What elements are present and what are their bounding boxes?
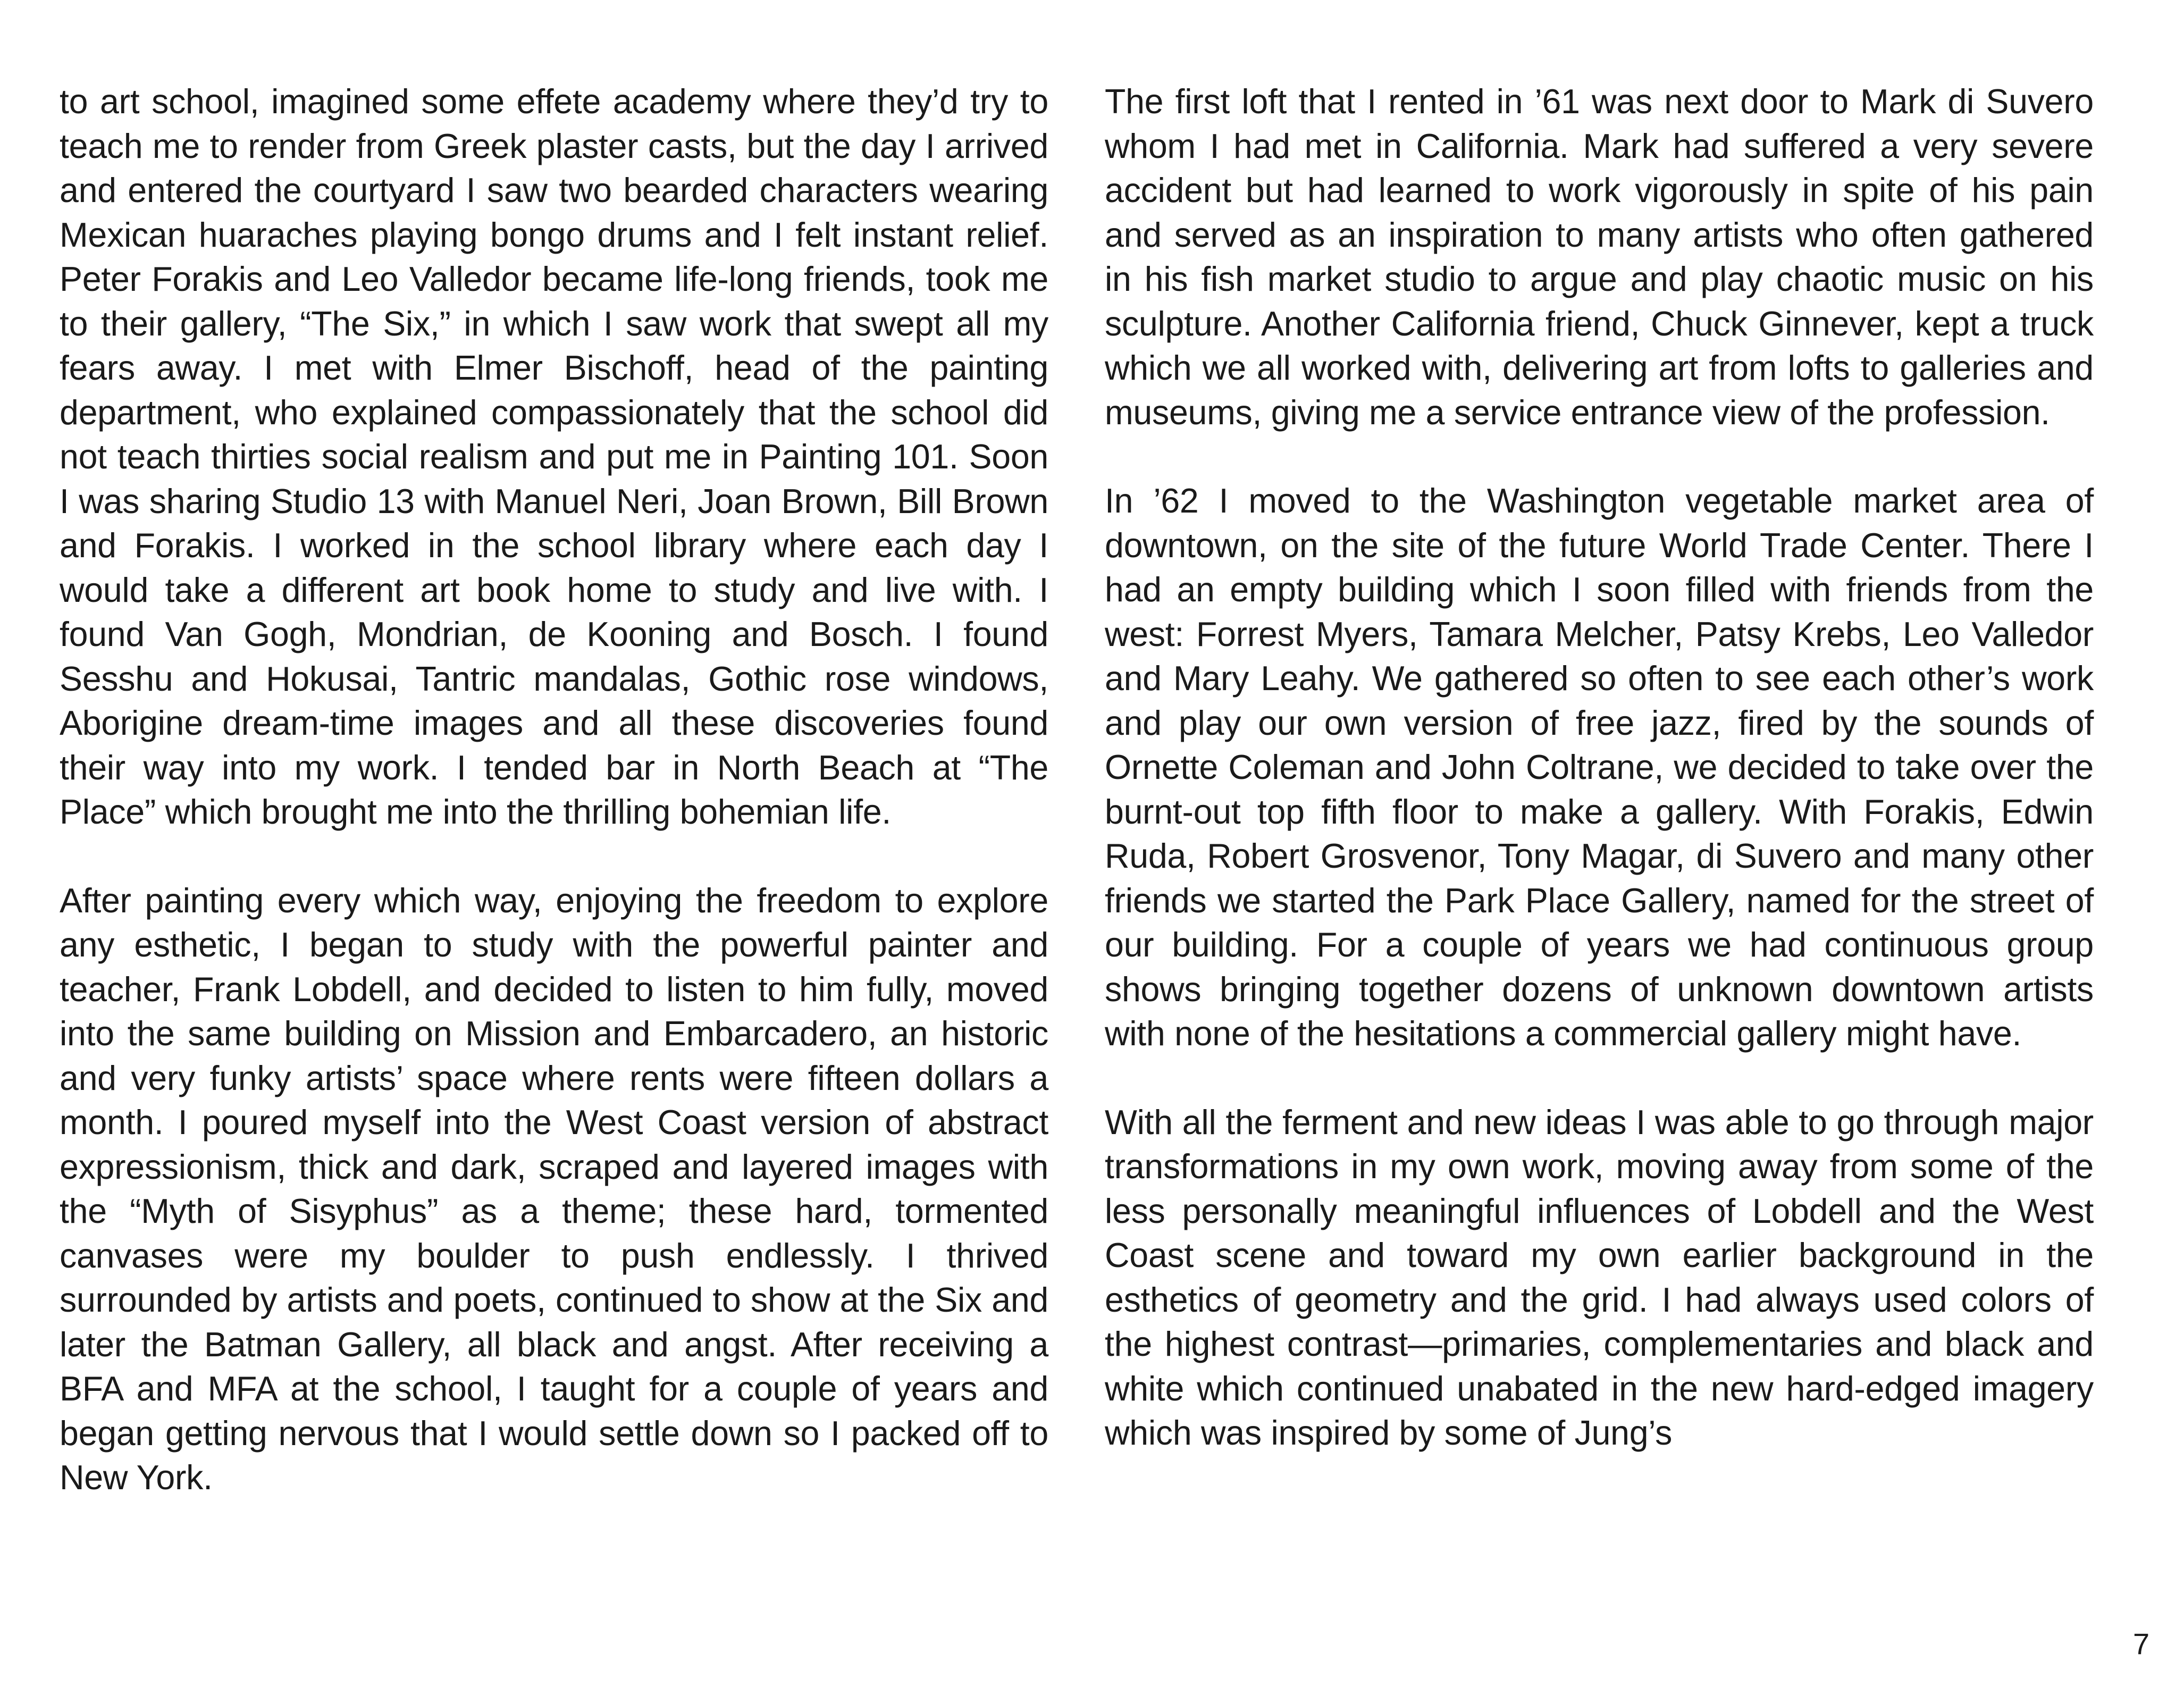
paragraph-first-loft: The first loft that I rented in ’61 was next door to Mark di Suvero whom I had met in California. Mark had suffered a very severe accident but had learned to work vigorously in spite of his pain and served as an inspiration to many artists who often gathered in his fish market studio to argue and play chaotic music on his sculpture. Another California friend, Chuck Ginnever, kept a truck which we all worked with, delivering art from lofts to galleries and museums, giving me a service entrance view of the profession. (1105, 82, 2094, 432)
left-column (60, 80, 1048, 1500)
paragraph-art-school: to art school, imagined some effete academy where they’d try to teach me to render from Greek plaster casts, but the day I arrived and entered the courtyard I saw two bearded characters wearing Mexican huaraches playing bongo drums and I felt instant relief. Peter Forakis and Leo Valledor became life-long friends, took me to their gallery, “The Six,” in which I saw work that swept all my fears away. I met with Elmer Bischoff, head of the painting department, who explained compassionately that the school did not teach thirties social realism and put me in Painting 101. Soon I was sharing Studio 13 with Manuel Neri, Joan Brown, Bill Brown and Forakis. I worked in the school library where each day I would take a different art book home to study and live with. I found Van Gogh, Mondrian, de Kooning and Bosch. I found Sesshu and Hokusai, Tantric mandalas, Gothic rose windows, Aborigine dream-time images and all these discoveries found their way into my work. I tended bar in North Beach at “The Place” which brought me into the thrilling bohemian life. (60, 82, 1048, 831)
right-column (1105, 80, 2094, 1456)
paragraph-transformations: With all the ferment and new ideas I was able to go through major transformations in my own work, moving away from some of the less personally meaningful influences of Lobdell and the West Coast scene and toward my own earlier background in the esthetics of geometry and the grid. I had always used colors of the highest contrast—primaries, complementaries and black and white which continued unabated in the new hard-edged imagery which was inspired by some of Jung’s (1105, 1103, 2094, 1452)
paragraph-abstract-expressionism: After painting every which way, enjoying the freedom to explore any esthetic, I began to study with the powerful painter and teacher, Frank Lobdell, and decided to listen to him fully, moved into the same building on Mission and Embarcadero, an historic and very funky artists’ space where rents were fifteen dollars a month. I poured myself into the West Coast version of abstract expressionism, thick and dark, scraped and layered images with the “Myth of Sisyphus” as a theme; these hard, tormented canvases were my boulder to push endlessly. I thrived surrounded by artists and poets, continued to show at the Six and later the Batman Gallery, all black and angst. After receiving a BFA and MFA at the school, I taught for a couple of years and began getting nervous that I would settle down so I packed off to New York. (60, 881, 1048, 1497)
paragraph-park-place-gallery: In ’62 I moved to the Washington vegetable market area of downtown, on the site of the future World Trade Center. There I had an empty building which I soon filled with friends from the west: Forrest Myers, Tamara Melcher, Patsy Krebs, Leo Valledor and Mary Leahy. We gathered so often to see each other’s work and play our own version of free jazz, fired by the sounds of Ornette Coleman and John Coltrane, we decided to take over the burnt-out top fifth floor to make a gallery. With Forakis, Edwin Ruda, Robert Grosvenor, Tony Magar, di Suvero and many other friends we started the Park Place Gallery, named for the street of our building. For a couple of years we had continuous group shows bringing together dozens of unknown downtown artists with none of the hesitations a commercial gallery might have. (1105, 482, 2094, 1053)
page-number: 7 (2133, 1627, 2150, 1660)
